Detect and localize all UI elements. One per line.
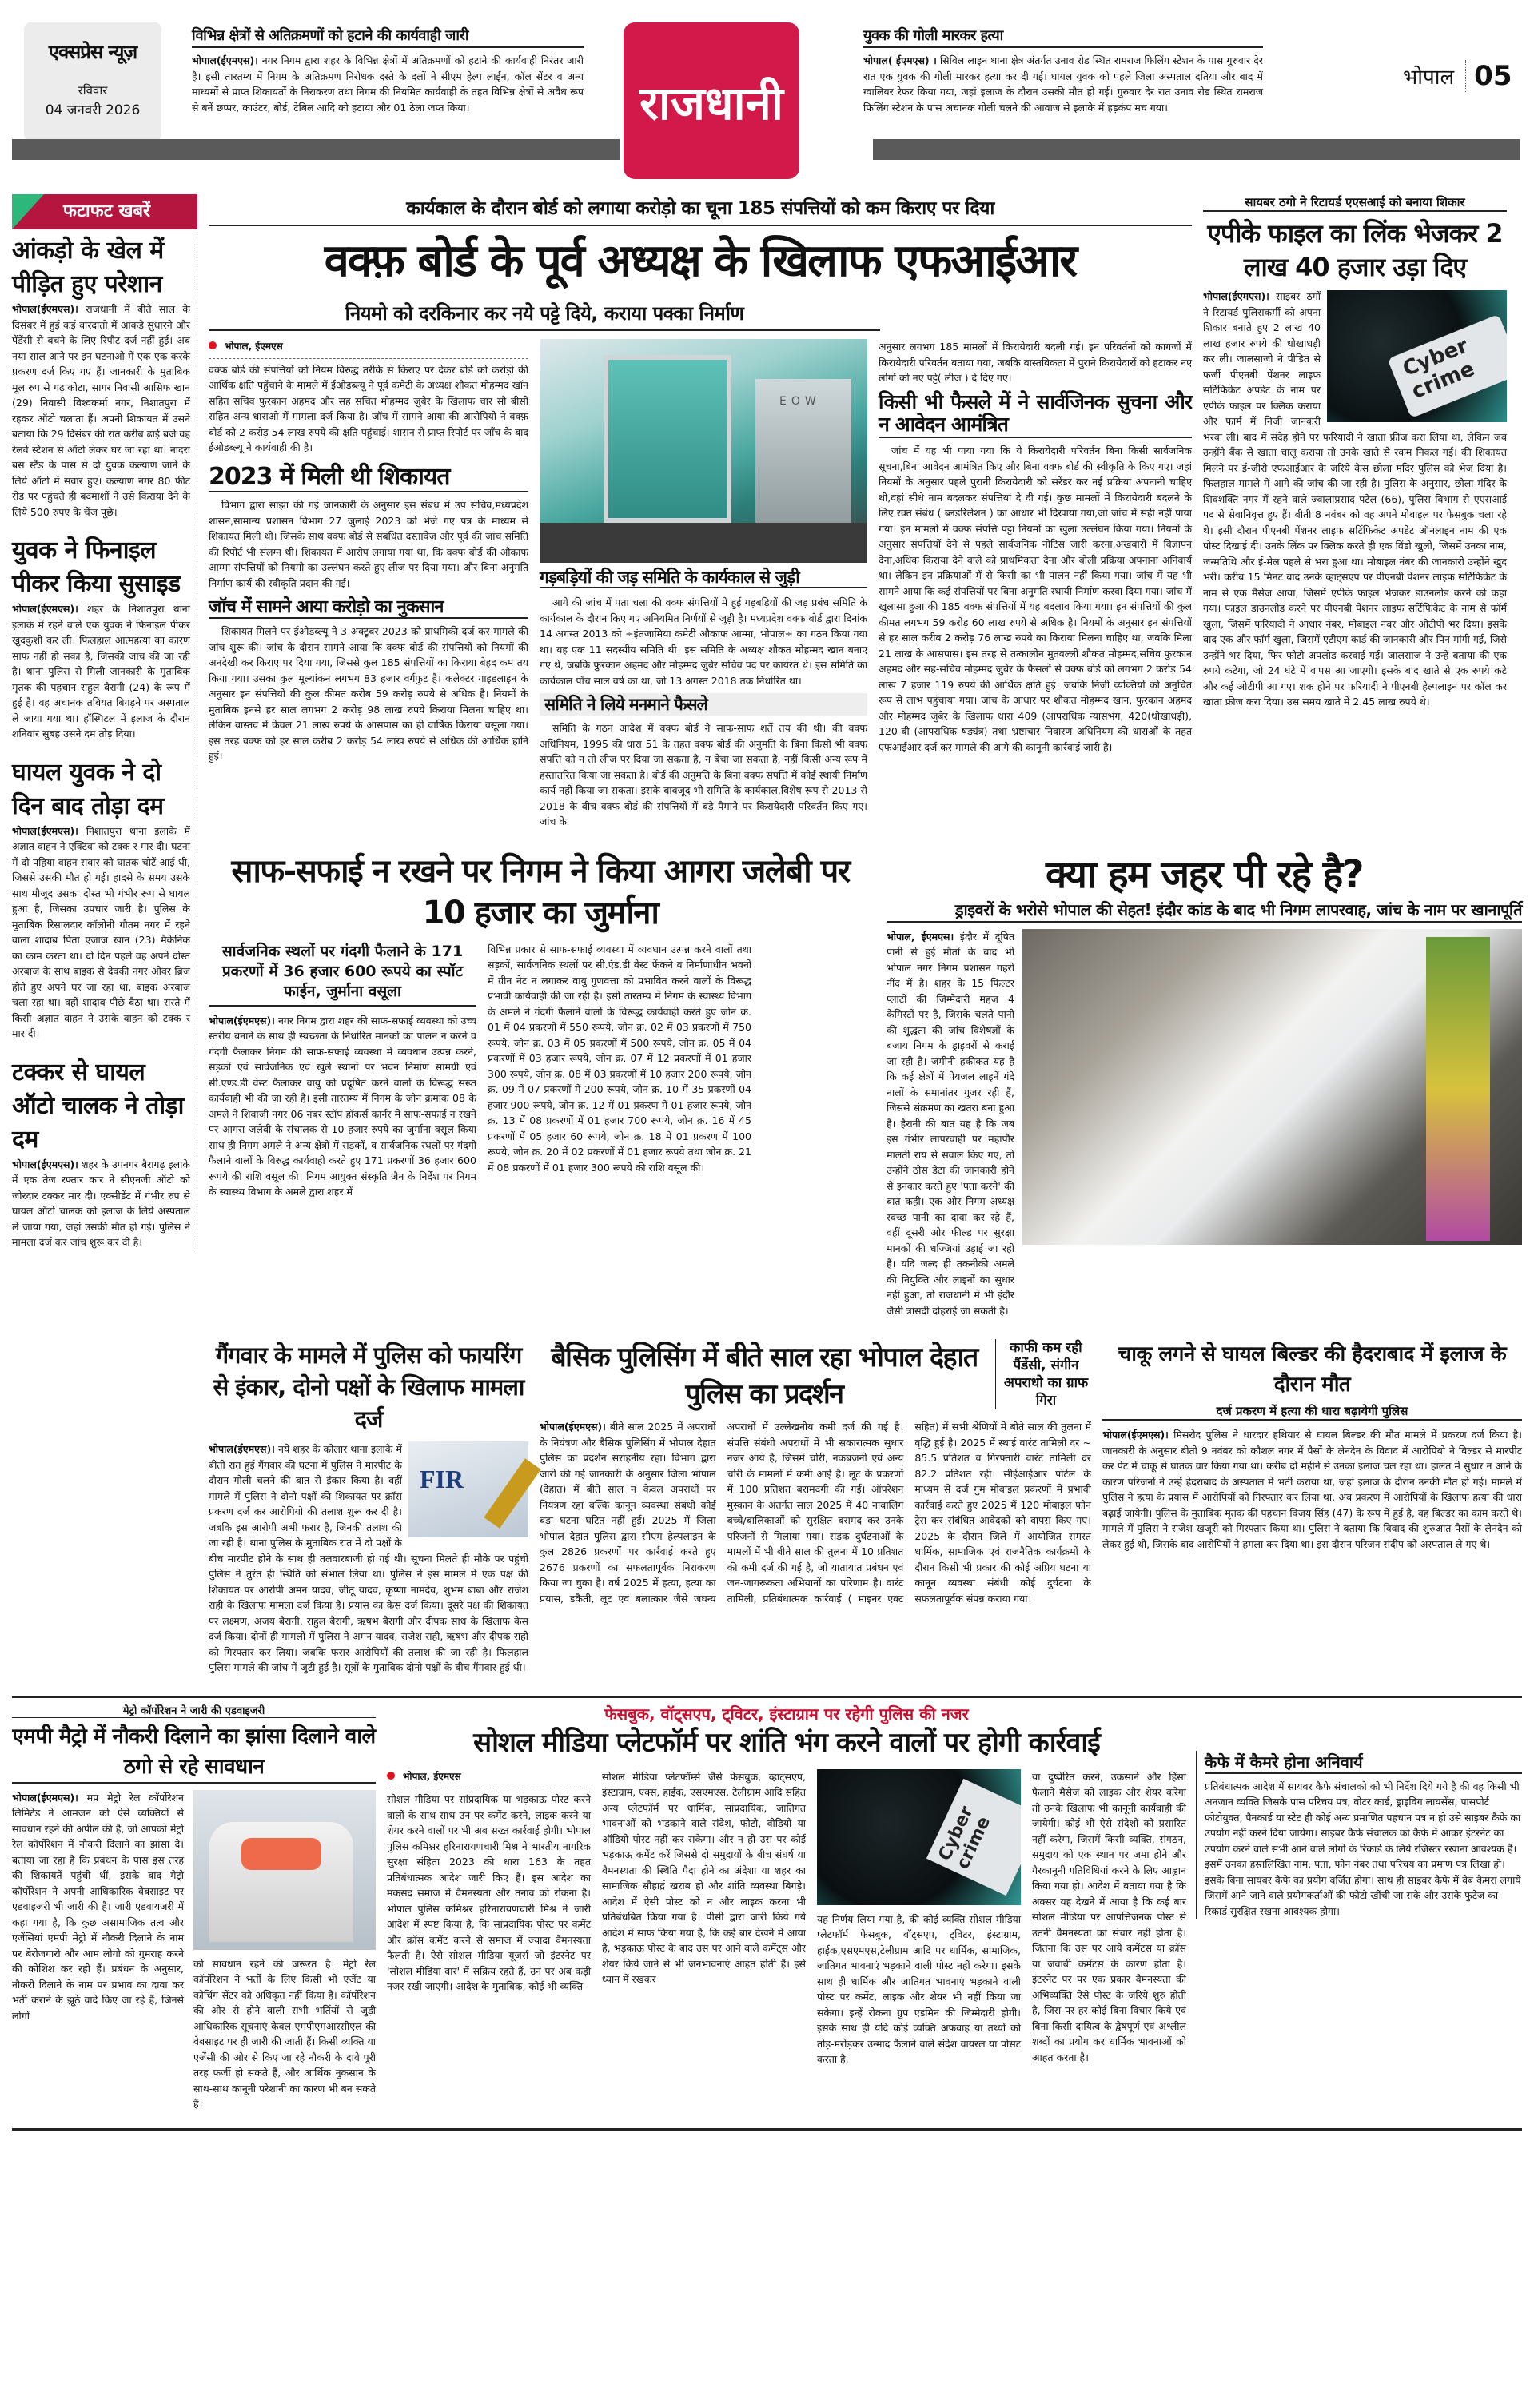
cafe-headline: कैफे में कैमरे होना अनिवार्य <box>1205 1751 1522 1774</box>
dateline: भोपाल(ईएमएस)। <box>12 1791 78 1804</box>
brief-encroachment <box>192 26 584 115</box>
gangwar-body: नये शहर के कोलार थाना इलाके में बीती रात हुई गैंगवार की घटना में पुलिस ने मारपीट के दौरान गोली चलने की बात से इंकार किया है। वहीं मामले में पुलिस ने दोनो पक्षों की शिकायत पर क्रॉस प्रकरण दर्ज कर आरोपियो की तलाश शुरू कर दी है। जबकि इस आरोपी अभी फरार है, जिनकी तलाश की जा रही है। थाना पुलिस के मुताबिक रात में दो पक्षों के बीच मारपीट होने के साथ ही तलवारबाजी हो गई थी। सूचना मिलते ही मौके पर पहुंची पुलिस ने तुरंत ही स्थिति को संभाल लिया था। पुलिस ने इस मामले में एक पक्ष की शिकायत पर आरोपी अमन यादव, जीतू यादव, कृष्णा नामदेव, शुभम बाबा और राजेश राही के खिलाफ मामला दर्ज किया है। प्रयास का केस दर्ज किया। दूसरे पक्ष की शिकायत पर लक्ष्मण, अजय बैरागी, राहुल बैरागी, ऋषभ बैरागी और दीपक साध के खिलाफ केस दर्ज किया। दोनों ही मामलों में पुलिस ने अमन यादव, राजेश राही, ऋषभ और दीपक राही को गिरफ्तार कर लिया। जबकि फरार आरोपियों की तलाश की जा रही है। फिलहाल पुलिस मामले की जांच में जुटी हुई है। सूत्रों के मुताबिक दोनो पक्षों के बीच गैंगवार हुई थी। <box>209 1443 528 1674</box>
cyber-body: बाद में संदेह होने पर फरियादी ने खाता फ्रीज करा लिया था, लेकिन जब उन्होंने बैंक से खाता चालू कराया तो उनके खाते से रकम निकल गई। की शिकायत मिलने पर ई-जीरो एफआईआर के जरिये केस छोला मंदिर पुलिस को भेज दिया है। फिलहाल मामले में आगे की जांच की जा रही है। पुलिस के अनुसार, छोला मंदिर के शिवशक्ति नगर में रहने वाले ज्वालाप्रसाद पटेल (66), पुलिस विभाग से एएसआई पद से सेवानिवृत्त हुए हैं। बीती 8 नवंबर को वह अपने मोबाइल पर फेसबुक चला रहे थे। इसी दौरान पीएनबी पेंशनर लाइफ सर्टिफिकेट अपडेट ऑनलाइन नाम की एक पोस्ट दिखाई दी। उनके लिंक पर क्लिक करते ही एक विंडो खुली, जिसमें उनका नाम, जन्मतिथि और ई-मेल पहले से भरा हुआ था। मोबाइल नंबर की जानकारी उन्होंने खुद भरी। करीब 15 मिनट बाद उनके व्हाट्सएप पर पीएनबी पेंशनर लाइफ सर्टिफिकेट के नाम से एक मैसेज आया, जिसमें एपीके फाइल भेजकर डाउनलोड करने को कहा गया। फाइल डाउनलोड करने पर पीएनबी पेंशनर लाइफ सर्टिफिकेट के नाम से फॉर्म खुला, जिसमें फरियादी ने आधार नंबर, मोबाइल नंबर और ओटीपी भर दिया। इसके बाद एक और फॉर्म खुला, जिसमें एटीएम कार्ड की जानकारी और पिन मांगी गई, जिसे उन्होंने भर दिया, फिर फोटो अपलोड करवाई गई। जालसाज ने उन्हें बताया की एक रुपये कटेगा, जो 24 घंटे में वापस आ जाएगी। इसके बाद खाते से एक रुपये कटे और कई ओटीपी आ गए। शक होने पर फरियादी ने पीएनबी हेल्पलाइन पर कॉल कर खाता फ्रीज करा दिया। उस समय खाते में 2.45 लाख रुपये थे। <box>1203 430 1507 708</box>
fatafat-body: निशातपुरा थाना इलाके में अज्ञात वाहन ने एक्टिवा को टक्क र मार दी। घटना में दो पहिया वाहन सवार को घातक चोटें आई थी, जिससे उसकी मौत हो गई। हादसे के समय उसके साथ मौजूद उसका दोस्त भी गंभीर रूप से घायल हुआ है, जिसका उपचार जारी है। पुलिस के मुताबिक रिसालदार कॉलोनी गौतम नगर में रहने वाला शादाब पिता एजाज खान (23) मैकेनिक का काम करता था। दो दिन पहले वह अपने दोस्त अरबाज के साथ बाइक से देवकी नगर ओवर ब्रिज होते हुए अपने घर जा रहा था, बाइक अरबाज चला रहा था। वहीं शादाब पीछे बैठा था। रास्ते में किसी अज्ञात वाहन ने उसके वाहन को टक्क र मार दी। <box>12 824 190 1039</box>
kicker-rule <box>209 225 1192 226</box>
metro-body: को सावधान रहने की जरूरत है। मेट्रो रेल कॉर्पोरेशन ने भर्ती के लिए किसी भी एजेंट या कोचिंग सेंटर को अधिकृत नहीं किया है। कॉर्पोरेशन की ओर से होने वाली सभी भर्तियों से जुड़ी आधिकारिक सूचनाएं केवल एमपीएमआरसीएल की वेबसाइट पर ही जारी की जाती हैं। किसी व्यक्ति या एजेंसी की ओर से किए जा रहे नौकरी के दावे पूरी तरह फर्जी हो सकते हैं, और आर्थिक नुकसान के साथ-साथ कानूनी परेशानी का कारण भी बन सकते हैं। <box>193 1957 376 2111</box>
subhead: जॉच में सामने आया करोड़ो का नुकसान <box>209 597 528 619</box>
lead-body: अनुसार लगभग 185 मामलों में किरायेदारी बदली गई। इन परिवर्तनों को कागजों में किरायेदारी परिवर्तन बताया गया, जबकि वास्तविकता में पुराने किरायेदारों को हटाकर नए लोगों को नए पट्टे( लीज ) दे दिए गए। <box>879 341 1192 384</box>
builder-deck: दर्ज प्रकरण में हत्या की धारा बढ़ायेगी पुलिस <box>1102 1403 1522 1421</box>
dateline: भोपाल(ईएमएस)। <box>12 603 78 615</box>
social-body: सोशल मीडिया पर सांप्रदायिक या भड़काऊ पोस्ट करने वालों के साथ-साथ उन पर कमेंट करने, लाइक करने या शेयर करने वालों पर भी अब सख्त कार्रवाई होगी। भोपाल पुलिस कमिश्नर हरिनारायणचारी मिश्र ने भारतीय नागरिक सुरक्षा संहिता 2023 की धारा 163 के तहत प्रतिबंधात्मक आदेश जारी किए हैं। इस आदेश का मकसद समाज में वैमनस्यता और तनाव को रोकना है। भोपाल पुलिस कमिश्नर हरिनारायणचारी मिश्र ने जारी आदेश में स्पष्ट किया है, कि सांप्रदायिक पोस्ट पर कमेंट और क्रॉस कमेंट करने से समाज में ज्यादा वैमनस्यता फैलती है। ऐसे सोशल मीडिया यूजर्स जो इंटरनेट पर 'सोशल मीडिया वार' में सक्रिय रहते हैं, उन पर अब कड़ी नजर रखी जाएगी। आदेश के मुताबिक, कोई भी व्यक्ति <box>387 1793 591 1993</box>
subhead: समिति ने लिये मनमाने फैसले <box>540 693 867 716</box>
policing-columns <box>540 1419 1091 1606</box>
policing-body: बीते साल 2025 में अपराधों के नियंत्रण और बैसिक पुलिसिंग में भोपाल देहात पुलिस का प्रदर्शन सराहनीय रहा। विभाग द्वारा जारी की गई जानकारी के अनुसार जिला भोपाल (देहात) में बीते साल न केवल अपराधों पर नियंत्रण रहा बल्कि कानून व्यवस्था संबंधी कोई बड़ा घटना घटित नहीं हुई। 2025 में जिला भोपाल देहात पुलिस द्वारा सीएम हेल्पलाइन के कुल 2826 प्रकरणों पर कार्रवाई करते हुए 2676 प्रकरणों का सफलतापूर्वक निराकरण किया जा चुका है। वर्ष 2025 में हत्या, हत्या का प्रयास, डकैती, लूट एवं बलात्कार जैसे जघन्य अपराधों में उल्लेखनीय कमी दर्ज की गई है। संपत्ति संबंधी अपराधों में भी सकारात्मक सुधार नजर आये है, जिसमें चोरी, नकबजनी एवं अन्य चोरी के मामलों में कमी आई है। लूट के प्रकरणों में 100 प्रतिशत बरामदगी की गई। ऑपरेशन मुस्कान के अंतर्गत साल 2025 में 40 नाबालिग बच्चे/बालिकाओं को सुरक्षित बरामद कर उनके परिजनों से मिलाया गया। सड़क दुर्घटनाओं के मामलों में भी बीते साल की तुलना में 10 प्रतिशत की कमी दर्ज की गई है, जो यातायात प्रबंधन एवं जन-जागरूकता अभियानों का परिणाम है। वारंट तामिली, प्रतिबंधात्मक कार्रवाई ( माइनर एक्ट सहित) में सभी श्रेणियों में बीते साल की तुलना में वृद्धि हुई है। 2025 में स्थाई वारंट तामिली दर ~ 85.5 प्रतिशत व गिरफ्तारी वारंट तामिली दर 82.2 प्रतिशत रही। सीईआईआर पोर्टल के माध्यम से दर्ज गुम मोबाइल प्रकरणों में प्रभावी कार्रवाई करते हुए 2025 में 120 मोबाइल फोन ट्रेस कर संबंधित आवेदकों को वापस किए गए। 2025 के दौरान जिले में आयोजित समस्त धार्मिक, सामाजिक एवं राजनैतिक कार्यक्रमों के दौरान किसी भी प्रकार की कोई अप्रिय घटना या कानून व्यवस्था संबंधी कोई दुर्घटना के सफलतापूर्वक संपन्न कराया गया। <box>540 1421 1091 1605</box>
social-column-2 <box>602 1769 806 1987</box>
page-marker <box>1403 60 1512 92</box>
fir-label: FIR <box>420 1465 464 1494</box>
fatafat-item <box>12 234 190 520</box>
fine-deck: सार्वजनिक स्थलों पर गंदगी फैलाने के 171 प्रकरणों में 36 हजार 600 रूपये का स्पॉट फाईन, जुर्माना वसूला <box>209 942 476 1007</box>
paper-date: 04 जनवरी 2026 <box>45 102 141 118</box>
policing-story <box>540 1339 1091 1606</box>
lead-column-3 <box>879 339 1192 755</box>
page-number: 05 <box>1465 60 1512 92</box>
cyber-headline: एपीके फाइल का लिंक भेजकर 2 लाख 40 हजार उड़ा दिए <box>1207 218 1503 282</box>
mid-band <box>209 851 1522 1319</box>
section-rule <box>12 1696 1522 1698</box>
lead-body: समिति के गठन आदेश में वक्फ बोर्ड ने साफ-साफ शर्ते तय की थी। की वक्फ अधिनियम, 1995 की धारा 51 के तहत वक्फ बोर्ड की अनुमति के बिना किसी भी वक्फ संपत्ति को न तो लीज पर दिया जा सकता है, न बेचा जा सकता है, नहीं किसी अन्य रूप में हस्तांतरित किया जा सकता है। बोर्ड की अनुमति के बिना वक्फ संपत्ति में कोई स्थायी निर्माण कार्य नहीं किया जा सकता। इसके बावजूद भी समिति के कार्यकाल,विशेष रूप से 2013 से 2018 के बीच वक्फ बोर्ड की संपत्तियों में बड़े पैमाने पर किरायेदारी परिवर्तन किए गए। जांच के <box>540 722 867 828</box>
dirty-water-photo <box>1022 929 1522 1245</box>
social-headline: सोशल मीडिया प्लेटफॉर्म पर शांति भंग करने वालों पर होगी कार्रवाई <box>473 1726 1100 1759</box>
fine-column-2 <box>488 942 751 1176</box>
pen-icon <box>484 1459 540 1529</box>
builder-column <box>1102 1427 1522 1552</box>
builder-body: मिसरोद पुलिस ने धारदार हथियार से घायल बिल्डर की मौत मामले में प्रकरण दर्ज किया है। जानकारी के अनुसार बीती 9 नवंबर को कौशल नगर में पैसों के लेनदेन के विवाद में आरोपियो ने बिल्डर से मारपीट कर पेट में चाकू से घातक वार किया गया था। करीब दो महीने से उनका इलाज चल रहा था। हालत में सुधार न आने के कारण परिजनों ने उन्हें हेदराबाद के अस्पताल में भर्ती कराया था, जहां इलाज के दौरान उनकी मौत हो गई। मामले में पुलिस ने हत्या के प्रयास में आरोपियों को गिरफ्तार कर लिया था, अब प्रकरण में आरोपियों के खिलाफ हत्या की धारा बढ़ाई जायेगी। पुलिस के मुताबिक मृतक की पहचान विजय सिंह (47) के रूप में हुई है, वह बिल्डर का काम करते थे। मामले में पुलिस ने राजेश खजूरी को गिरफ्तार किया था। पुलिस ने बताया कि विवाद की शुरुआत पैसों के लेनदेन को लेकर हुई थी, जिसके बाद आरोपियों ने हमला कर दिया था। इस दौरान परिजन संदीप को अस्पताल ले गए थे। <box>1102 1429 1522 1550</box>
lead-kicker-wrap <box>209 194 1192 226</box>
fine-columns <box>209 942 872 1200</box>
section-badge: राजधानी <box>624 22 799 179</box>
lead-body: शिकायत मिलने पर ईओडब्ल्यू ने 3 अक्टूबर 2023 को प्राथमिकी दर्ज कर मामले की जांच शुरू की। जांच के दौरान सामने आया कि वक्फ बोर्ड की संपत्तियों को नियमों की अनदेखी कर किराए पर दिया गया, जिससे कुल 185 संपत्तियों का किराया बेहद कम तय किया गया। उसका कुल मूल्यांकन लगभग 83 हजार वर्गफुट है। कलेक्टर गाइडलाइन के अनुसार इन संपत्तियों की कुल कीमत करीब 59 करोड़ रुपये से अधिक है। नियमों के मुताबिक इनसे हर साल लगभग 2 करोड़ 98 लाख रुपये किराया मिलना चाहिए था। लेकिन वास्तव में केवल 21 लाख रुपये के आसपास का ही वार्षिक किराया वसूला गया। इस तरह वक्फ को हर साल करीब 2 करोड़ 54 लाख रुपये से अधिक की आर्थिक हानि हुई। <box>209 625 528 763</box>
lead-columns <box>209 339 1192 830</box>
dateline: भोपाल(ईएमएस)। <box>209 1014 275 1027</box>
social-body: या दुष्प्रेरित करने, उकसाने और हिंसा फैलाने मैसेज को लाइक और शेयर करेगा तो उनके खिलाफ भी कानूनी कार्यवाही की जायेगी। कोई भी ऐसे संदेशों को प्रसारित नहीं करेगा, जिसमें किसी व्यक्ति, संगठन, समुदाय को एक स्थान पर जमा होने और गैरकानूनी गतिविधियां करने के लिए आह्वान किया गया हो। आदेश में बताया गया है कि अक्सर यह देखने में आया है कि कई बार सोशल मीडिया पर आपत्तिजनक पोस्ट से उतनी वैमनस्यता का संचार नहीं होता है। जितना कि उस पर आये कमेंटस या क्रॉस या जवाबी कमेंटस के कारण होता है। इंटरनेट पर पर एक प्रकार वैमनस्यता की अभिव्यक्ति ऐसे पोस्ट के जरिये शुरु होती है, जिस पर हर कोई बिना विचार किये एवं बिना किसी दायित्व के द्वेषपूर्ण एवं अश्लील शब्दों का प्रयोग कर धार्मिक भावनाओं को आहत करता है। <box>1032 1770 1186 2063</box>
fine-story <box>209 851 872 1200</box>
gangwar-headline: गैंगवार के मामले में पुलिस को फायरिंग से इंकार, दोनो पक्षों के खिलाफ मामला दर्ज <box>213 1342 524 1433</box>
metro-headline: एमपी मैट्रो में नौकरी दिलाने का झांसा दिलाने वाले ठगो से रहे सावधान <box>12 1721 376 1784</box>
cyber-key: Cyber crime <box>926 1779 1021 1896</box>
social-column-3 <box>817 1912 1021 2067</box>
page-city: भोपाल <box>1403 66 1455 90</box>
cyber-story <box>1203 194 1507 710</box>
bullet-icon <box>209 341 217 349</box>
fatafat-headline: घायल युवक ने दो दिन बाद तोड़ा दम <box>12 758 164 820</box>
lead-body: विभाग द्वारा साझा की गई जानकारी के अनुसार इस संबध में उप सचिव,मध्यप्रदेश शासन,सामान्य प्रशासन विभाग 27 जुलाई 2023 को भेजे गए पत्र के माध्यम से शिकायत मिली थी। जिसके साथ वक्फ बोर्ड से संबंधित दस्तावेज़ और पूर्व की जांच समिति की रिपोर्ट भी संलग्न थी। शिकायत में आरोप लगाया गया था, कि वक्फ बोर्ड की औकाफ आम्मा संपत्तियों को नियमो का उल्लंघन करते हुए लीज पर दिया गया। और बिना अनुमति निर्माण कार्य की स्वीकृति प्रदान की गई। <box>209 499 528 589</box>
fine-headline: साफ-सफाई न रखने पर निगम ने किया आगरा जलेबी पर 10 हजार का जुर्माना <box>231 852 850 931</box>
fatafat-body: शहर के उपनगर बैरागढ़ इलाके में एक तेज रफ्तार कार ने सीएनजी ऑटो को जोरदार टक्कर मार दी। एक्सीडेंट में गंभीर रुप से घायल ऑटो चालक को इलाज के लिये अस्पताल ले जाया गया, जहां उसकी मौत हो गई। पुलिस ने मामला दर्ज कर जांच शुरू कर दी है। <box>12 1158 190 1248</box>
metro-column-2 <box>193 1956 376 2112</box>
masthead-box <box>24 22 161 141</box>
body-layout <box>12 194 1522 1676</box>
dateline: भोपाल(ईएमएस)। <box>1102 1429 1169 1441</box>
dateline: भोपाल(ईएमएस)। <box>192 54 258 66</box>
cyber-body: साइबर ठगों ने रिटायर्ड पुलिसकर्मी को अपना शिकार बनाते हुए 2 लाख 40 लाख हजार रुपये की धोखाधड़ी कर ली। जालसाजो ने पीड़ित से फर्जी पीएनबी पेंशनर लाइफ सर्टिफिकेट अपडेट के नाम पर एपीके फाइल पर क्लिक कराया और फार्म में निजी जानकरी भरवा ली। <box>1203 290 1321 443</box>
dateline: भोपाल(ईएमएस)। <box>12 303 78 315</box>
dateline: भोपाल(ईएमएस)। <box>12 824 78 837</box>
social-column-4 <box>1032 1769 1186 2066</box>
social-kicker: फेसबुक, वॉट्सएप, ट्विटर, इंस्टाग्राम पर रहेगी पुलिस की नजर <box>604 1704 969 1724</box>
photo-caption: गड़बड़ियों की जड़ समिति के कार्यकाल से जुड़ी <box>540 568 867 588</box>
bottom-band <box>12 1703 1522 2112</box>
lead-body: आगे की जांच में पता चला की वक्फ संपत्तियों में हुई गड़बड़ियों की जड़ प्रबंध समिति के कार्यकाल के दौरान किए गए अनियमित निर्णयों से जुड़ी है। मध्यप्रदेश वक्फ बोर्ड द्वारा दिनांक 14 अगस्त 2013 को ÷इंतजामिया कमेटी औकाफ आम्मा, भोपाल÷ का गठन किया गया था। यह एक 11 सदस्यीय समिति थी। इस समिति के अध्यक्ष शौकत मोहम्मद खान बनाए गए थे, जबकि फुरकान अहमद और मोहम्मद जुबेर सचिव पद पर कार्यरत थे। इस समिति का कार्यकाल पाँच साल वर्ष का था, जो 13 अगस्त 2018 तक निर्धारित था। <box>540 596 867 687</box>
builder-headline: चाकू लगने से घायल बिल्डर की हैदराबाद में इलाज के दौरान मौत <box>1118 1342 1507 1397</box>
lead-intro: वक्फ़ बोर्ड की संपत्तियों को नियम विरुद्ध तरीके से किराए पर देकर बोर्ड को करोड़ो की आर्थिक क्षति पहुँचाने के मामले में ईओडब्ल्यू ने पूर्व कमेटी के अध्यक्ष शौकत मोहम्मद खॉन सहित सचिव फुरकान अहमद और सह सचित मोहम्मद जुबेर के खिलाफ चार सौ बीसी सहित अन्य धाराओ में मामला दर्ज किया है। जॉच में सामने आया की आरोपियो ने वक्फ़ बोर्ड को 2 करोड़ 54 लाख रुपये की क्षति पहुंचाई। शासन से प्राप्त रिपोर्ट पर जाँच के बाद ईओडब्ल्यू ने कार्यवाही की है। <box>209 363 528 453</box>
dateline: भोपाल, ईएमएस। <box>887 930 954 943</box>
cafe-body: प्रतिबंधात्मक आदेश में सायबर कैफे संचालको को भी निर्देश दिये गये है की वह किसी भी अनजान व्यक्ति जिसके पास परिचय पत्र, वोटर कार्ड, ड्राइविंग लायसेंस, पासपोर्ट फोटोयुक्त, पैनकार्ड या स्टेट ही कोई अन्य प्रमाणित पहचान पत्र न हो उसे साइबर कैफे का उपयोग नहीं करने दिया जायेगा। साइबर कैफे संचालक को कैफे में आकर इंटरनेट का उपयोग करने वाले सभी आने वाले लोगो के रिकार्ड के लिये रजिस्टर रखाना आवश्यक है। इसमें उनका हस्तलिखित नाम, पता, फोन नंबर तथा परिचय का प्रमाण पत्र लिखा हो। इसके बिना सायबर कैफे का प्रयोग वर्जित होगा। साथ ही साइबर कैफे में वेब कैमरा लगाये जिसमें आने-जाने वाले प्रयोगकर्ताओं की फोटो खींची जा सके और उसके फुटेज का रिकार्ड सुरक्षित रखना आवश्यक होगा। <box>1205 1780 1521 1917</box>
eow-building-photo <box>540 339 867 563</box>
bullet-icon <box>387 1772 395 1780</box>
lead-deck: नियमो को दरकिनार कर नये पट्टे दिये, कराया पक्का निर्माण <box>209 300 880 331</box>
lead-column-1 <box>209 339 528 764</box>
cafe-story <box>1196 1751 1522 1920</box>
water-columns <box>887 929 1522 1319</box>
dateline: भोपाल(ईएमएस)। <box>1203 290 1269 302</box>
fine-body: नगर निगम द्वारा शहर की साफ-सफाई व्यवस्था को उच्च स्तरीय बनाने के साथ ही स्वच्छता के निर्धारित मानकों का पालन न करने व गंदगी फैलाकर निगम की साफ-सफाई व्यवस्था में व्यवधान उत्पन्न करने, सड़कों एवं सार्वजनिक एवं खुले स्थानों पर भवन निर्माण सामग्री एवं सी.एण्ड.डी वेस्ट फैलाकर वायु को प्रदूषित करने वालों के विरूद्ध सख्त कार्यवाही भी की जा रही है। इसी तारतम्य में निगम के जोन क्रमांक 08 के अमले ने शिवाजी नगर 06 नंबर स्टॉप हॉकर्स कार्नर में साफ-सफाई न रखने पर आगरा जलेबी के संचालक से 10 हजार रुपये का जुर्माना वसूल किया साथ ही निगम अमले ने अन्य क्षेत्रों में सड़कों, व सार्वजनिक स्थलों पर गंदगी फैलाने वालों के विरुद्ध कार्यवाही करते हुए 171 प्रकरणों 36 हजार 600 रूपये की राशि वसूल की। निगम आयुक्त संस्कृति जैन के निर्देश पर निगम के स्वास्थ्य विभाग के अमले द्वारा शहर में <box>209 1014 476 1198</box>
fine-column-1 <box>209 1013 476 1200</box>
metro-kicker: मेट्रो कॉर्पोरेशन ने जारी की एडवाइजरी <box>12 1703 376 1718</box>
water-column <box>887 929 1014 1319</box>
brief-body: नगर निगम द्वारा शहर के विभिन्न क्षेत्रों में अतिक्रमणों को हटाने की कार्यवाही निरंतर जारी है। इसी तारतम्य में निगम के अतिक्रमण निरोधक दस्ते के दलों ने सीएम हेल्प लाईन, कॉल सेंटर व अन्य माध्यमों से प्राप्त शिकायतों के निराकरण तथा निगम की नियमित कार्यवाही के तहत विभिन्न क्षेत्रों से अवैध रूप से बनें छप्पर, काउंटर, बोर्ड, टेबिल आदि को हटाया और 01 ठेला जप्त किया। <box>192 54 584 114</box>
social-cyber-photo <box>817 1769 1021 1905</box>
gangwar-column <box>209 1441 528 1676</box>
water-body: इंदौर में दूषित पानी से हुई मौतों के बाद भी भोपाल नगर निगम प्रशासन गहरी नींद में है। शहर के 15 फिल्टर प्लांटों की जिम्मेदारी महज 4 केमिस्टों पर है, जिसके चलते पानी की शुद्धता की जांच विशेषज्ञों के बजाय निगम के ड्राइवरों से कराई जा रही है। जमीनी हकीकत यह है कि कई क्षेत्रों में पेयजल लाइनें गंदे नालों के समानांतर गुजर रही हैं, जिससे संक्रमण का खतरा बना हुआ है। हैरानी की बात यह है कि जब इस गंभीर लापरवाही पर महापौर मालती राय से सवाल किए गए, तो उन्होंने ठोस डेटा की जानकारी होने से इनकार करते हुए 'पता करने' की बात कही। एक ओर निगम अध्यक्ष स्वच्छ पानी का दावा कर रहे हैं, वहीं दूसरी ओर फील्ड पर सुरक्षा मानकों की धज्जियां उड़ाई जा रही हैं। यदि जल्द ही तकनीकी अमले की नियुक्ति और लाइनों का सुधार नहीं हुआ, तो राजधानी में भी इंदौर जैसी त्रासदी दोहराई जा सकती है। <box>887 930 1014 1317</box>
lead-headline: वक्फ़ बोर्ड के पूर्व अध्यक्ष के खिलाफ एफआईआर <box>324 235 1077 287</box>
metro-body: मप्र मेट्रो रेल कॉर्पोरेशन लिमिटेड ने आमजन को ऐसे व्यक्तियों से सावधान रहने की अपील की है, जो आपको मेट्रो रेल कॉर्पोरेशन में नौकरी दिलाने का झांसा दे। बताया जा रहा है कि प्रबंधन के पास इस तरह की शिकायतें पहुंची थीं, इसके बाद मेट्रो कॉर्पोरेशन ने अपनी आधिकारिक वेबसाइट पर एडवाइजरी भी जारी की है। जारी एडवायजरी में कहा गया है, कि कुछ असामाजिक तत्व और एजेंसियां एमपी मेट्रो में नौकरी दिलाने के नाम पर बेरोजगारो और आम लोगो को गुमराह करने की कोशिश कर रही हैं। प्रबंधन के अनुसार, नौकरी दिलाने के नाम पर प्रभाव का दावा कर भर्ती कराने के झूठे वादे किए जा रहे हैं, जिनसे लोगों <box>12 1791 184 2022</box>
lead-body: जांच में यह भी पाया गया कि ये किरायेदारी परिवर्तन बिना किसी सार्वजनिक सूचना,बिना आवेदन आमंत्रित किए और बिना वक्फ बोर्ड की स्वीकृति के किए गए। जहां नियमों के अनुसार पहले पुरानी किरायेदारी को सरेंडर कर नई प्रक्रिया अपनानी चाहिए थी,वहां सीधे नाम बदलकर संपत्तियां दे दी गई। कुछ मामलों में किरायेदारी बदलने के लिए रक्त संबंध ( ब्लडरिलेशन ) का आधार भी दिखाया गया,जो जांच में सही नहीं पाया गया। इन मामलों में वक्फ संपत्ति पट्टा नियमों का खुला उल्लंघन किया गया। नियमों के अनुसार संपत्तियों देने से पहले सार्वजनिक नोटिस जारी करना,अखबारों में विज्ञापन देना,अधिक किराया देने वाले को प्राथमिकता देना और बोली प्रक्रिया अपनाना अनिवार्य था। लेकिन इन प्रक्रियाओं में से किसी का भी पालन नहीं किया गया। जांच में यह भी सामने आया कि कई संपत्तियों पर बिना अनुमति स्थायी निर्माण करवा दिया गया। जांच में खुलासा हुआ की 185 वक्फ संपत्तियों में यह बदलाव किया गया। इन संपत्तियों की कुल कीमत लगभग 59 करोड़ 60 लाख रुपये से अधिक है। नियमों के अनुसार इन संपत्तियों से हर साल करीब 2 करोड़ 76 लाख रुपये का किराया मिलना चाहिए था, जबकि मिला 21 लाख के आसपास। इस तरह से तत्कालीन मुतवल्ली शौकत मोहम्मद,सचिव फुरकान अहमद और सह-सचिव मोहम्मद जुबेर के फैसलों से वक्फ बोर्ड को लगभग 2 करोड़ 54 लाख 7 हजार 119 रुपये की आर्थिक क्षति हुई। जबकि निजी व्यक्तियों को अनुचित रूप से लाभ पहुंचाया गया। जांच के आधार पर शौकत मोहम्मद खान, फुरकान अहमद और मोहम्मद जुबेर के खिलाफ धारा 409 (आपराधिक न्यासभंग, 420(धोखाधड़ी), 120-बी (आपराधिक षड्यंत्र) तथा भ्रष्टाचार निवारण अधिनियम की धाराओं के तहत एफआईआर दर्ज कर मामले की आगे की कानूनी कार्रवाई जारी है। <box>879 445 1192 753</box>
dateline-text: भोपाल, ईएमएस <box>225 341 283 352</box>
fatafat-item <box>12 1056 190 1250</box>
paper-name: एक्सप्रेस न्यूज़ <box>48 41 137 63</box>
fatafat-headline: टक्कर से घायल ऑटो चालक ने तोड़ा दम <box>12 1058 184 1154</box>
brief-headline: विभिन्न क्षेत्रों से अतिक्रमणों को हटाने की कार्यवाही जारी <box>192 26 584 48</box>
lead-column-2 <box>540 595 867 830</box>
builder-story <box>1102 1339 1522 1552</box>
fatafat-tag-wrap <box>12 194 197 229</box>
lead-kicker: कार्यकाल के दौरान बोर्ड को लगाया करोड़ो का चूना 185 संपत्तियों को कम किराए पर दिया <box>406 198 994 219</box>
social-story <box>387 1703 1186 2067</box>
header-bar-left <box>12 139 620 160</box>
cyber-key: Cyber crime <box>1387 314 1507 418</box>
social-column-3-wrap <box>817 1769 1021 2067</box>
building-sign: EOW <box>779 395 821 408</box>
lead-story <box>209 194 1192 830</box>
water-headline: क्या हम जहर पी रहे है? <box>1045 851 1364 897</box>
brief-headline: युवक की गोली मारकर हत्या <box>863 26 1263 48</box>
gangwar-story <box>209 1339 528 1676</box>
metro-column-2-wrap <box>193 1790 376 2112</box>
social-columns <box>387 1769 1186 2067</box>
lead-dateline <box>209 339 528 359</box>
page-header <box>12 22 1522 194</box>
subhead: किसी भी फैसले में ने सार्वजिनक सुचना और न आवेदन आमंत्रित <box>879 391 1192 439</box>
fatafat-headline: युवक ने फिनाइल पीकर किया सुसाइड <box>12 536 181 598</box>
social-dateline <box>387 1769 591 1789</box>
paper-day: रविवार <box>78 83 108 98</box>
metro-train-photo <box>193 1790 376 1950</box>
dateline: भोपाल(ईएमएस)। <box>12 1158 78 1170</box>
cyber-crime-photo <box>1327 290 1507 422</box>
fatafat-body: राजधानी में बीते साल के दिसंबर में हुई कई वारदातो में आंकड़े सुधारने और पेंडेंसी से बचने के लिए रिपौट दर्ज नहीं हुई। अब नया साल आने पर इन घटनाओ में एक-एक करके प्रकरण दर्ज किए गए हैं। जानकारी के मुताबिक मूल रुप से गढ़ाकोटा, सागर निवासी आसिफ खान (29) निवासी विश्वकर्मा नगर, निशातपुरा में रहकर ऑटो चलाता हैं। अपनी शिकायत में उसने बताया कि 29 दिसंबर की रात करीब ढाई बजे वह रेलवे स्टेशन से ऑटो लेकर घर जा रहा था। नादरा बस स्टैंड के पास से दो युवक कल्याण जाने के लिये ऑटो में सवार हुए। कल्याण नगर 80 फीट रोड पर पहुंचते ही बदमाशों ने उसे किराया देने के लिये 500 रुपए के चेंज पूछे। <box>12 303 190 518</box>
header-bar-right <box>873 139 1520 160</box>
social-body: यह निर्णय लिया गया है, की कोई व्यक्ति सोशल मीडिया प्लेटफॉर्म फेसबुक, वॉट्सएप, ट्विटर, इंस्टाग्राम, हाईक,एसएमएस,टेलीग्राम आदि पर धार्मिक, सामाजिक, जातिगत भावनाएं भड़काने वाली पोस्ट नहीं करेगा। इसके साथ ही धार्मिक और जातिगत भावनाएं भड़काने वाली पोस्ट पर कमेंट, लाइक और शेयर भी नहीं किया जा सकेगा। इन्हें रोकना ग्रुप एडमिन की जिम्मेदारी होगी। इसके साथ ही यदि कोई व्यक्ति अफवाह या तथ्यों को तोड़-मरोड़कर उन्माद फैलाने वाले संदेश वायरल या पोसट करता है, <box>817 1912 1021 2066</box>
lead-band <box>209 194 1522 830</box>
fatafat-item <box>12 534 190 742</box>
building-facade <box>604 355 731 523</box>
garbage-heap <box>1426 937 1490 1241</box>
fir-photo <box>408 1441 528 1537</box>
fatafat-item <box>12 756 190 1042</box>
parking-area <box>540 523 867 563</box>
brief-body: सिविल लाइन थाना क्षेत्र अंतर्गत उनाव रोड स्थित रामराज फिलिंग स्टेशन के पास गुरुवार देर रात एक युवक की गोली मारकर हत्या कर दी गई। घायल युवक को पहले जिला अस्पताल दतिया और बाद में ग्वालियर रेफर किया गया, जहां इलाज के दौरान उसकी मौत हो गई। गुरुवार देर रात उनाव रोड स्थित रामराज फिलिंग स्टेशन के पास अचानक गोली चलने की आवाज से इलाके में हड़कंप मच गया। <box>863 54 1263 114</box>
dateline: भोपाल(ईएमएस)। <box>540 1421 606 1433</box>
train-front <box>241 1838 321 1870</box>
lower-band <box>209 1339 1522 1676</box>
dateline-text: भोपाल, ईएमएस <box>403 1770 461 1782</box>
fatafat-tag: फटाफट खबरें <box>12 194 197 229</box>
social-body: सोशल मीडिया प्लेटफॉर्म्स जैसे फेसबुक, व्हाट्सएप, इंस्टाग्राम, एक्स, हाईक, एसएमएस, टेलीग्राम आदि सहित अन्य प्लेटफॉर्म पर धार्मिक, सांप्रदायिक, जातिगत भावनाओं को भड़काने वाले संदेश, फोटो, वीडियो या ऑडियो पोस्ट नहीं कर सकेगा। और न ही उस पर कोई भड़काऊ कमेंट करें जिससे दो समुदायों के बीच संघर्ष या वैमनस्यता की स्थिति पैदा होने का अंदेशा या शहर का सामाजिक सौहार्द्र खराब हो और शांति व्यवस्था बिगड़े। आदेश में ऐसी पोस्ट को न और लाइक करना भी प्रतिबंधबित किया गया है। पीसी द्वारा जारी किये गये आदेश में साफ किया गया है, कि कई बार देखने में आया है, भड़काऊ पोस्ट के बाद उस पर आने वाले कमेंट्स और शेयर किये जाने से भी जनभावनाएं आहत होती हैं। इसे ध्यान में रखकर <box>602 1770 806 1986</box>
water-deck: ड्राइवरों के भरोसे भोपाल की सेहत! इंदौर कांड के बाद भी निगम लापरवाह, जांच के नाम पर खानापूर्ति <box>887 899 1522 923</box>
brief-murder <box>863 26 1263 115</box>
lead-column-2-wrap <box>540 339 867 830</box>
dateline: भोपाल(ईएमएस)। <box>209 1443 275 1456</box>
fatafat-body: शहर के निशातपुरा थाना इलाके में रहने वाले एक युवक ने फिनाइल पीकर खुदकुशी कर ली। फिलहाल आत्महत्या का कारण साफ नहीं हो सका है, जिसकी जांच की जा रही है। थाना पुलिस से मिली जानकारी के मुताबिक मृतक की पहचान राहुल बैरागी (24) के रूप में हुई है। वह अचानक तबियत बिगड़ने पर अस्पताल ले जाया गया था। हॉस्पिटल में इलाज के दौरान शनिवार सुबह उसने दम तोड़ दिया। <box>12 603 190 740</box>
social-column-1 <box>387 1769 591 1995</box>
subhead: 2023 में मिली थी शिकायत <box>209 464 528 493</box>
fatafat-tag-accent <box>12 194 44 229</box>
dateline: भोपाल( ईएमएस) । <box>863 54 937 66</box>
cyber-kicker: सायबर ठगो ने रिटायर्ड एएसआई को बनाया शिकार <box>1203 194 1507 212</box>
policing-side-note: काफी कम रही पैंडेंसी, संगीन अपराधो का ग्राफ गिरा <box>995 1339 1091 1409</box>
fine-body: विभिन्न प्रकार से साफ-सफाई व्यवस्था में व्यवधान उत्पन्न करने वालों तथा सड़कों, सार्वजनिक स्थलों पर सी.एंड.डी वेस्ट फेंकने व निर्माणाधीन भवनों में ग्रीन नेट न लगाकर वायु गुणवत्ता को प्रभावित करने वालों के विरूद्ध प्रभावी कार्यवाही की जा रही है। इसी तारतम्य में निगम के स्वास्थ्य विभाग के अमले ने गंदगी फैलाने वालों के विरूद्ध कार्यवाही करते हुए जोन क्र. 01 में 04 प्रकरणों में 550 रूपये, जोन क्र. 02 में 03 प्रकरणों में 750 रूपये, जोन क्र. 03 में 05 प्रकरणों में 500 रूपये, जोन क्र. 05 में 04 प्रकरणों में 03 हजार रूपये, जोन क्र. 07 में 12 प्रकरणों में 01 हजार 300 रूपये, जोन क्र. 08 में 03 प्रकरणों में 10 हजार 200 रूपये, जोन क्र. 09 में 07 प्रकरणों में 200 रूपये, जोन क्र. 10 में 35 प्रकरणों 04 हजार 900 रूपये, जोन क्र. 12 में 01 प्रकरण में 01 हजार रूपये, जोन क्र. 13 में 08 प्रकरणों में 01 हजार 700 रूपये, जोन क्र. 16 में 45 प्रकरणों में 05 हजार 60 रूपये, जोन क्र. 18 में 01 प्रकरण में 100 रूपये, जोन क्र. 20 में 02 प्रकरणों में 01 हजार रूपये तथा जोन क्र. 21 में 08 प्रकरणों में 01 हजार 300 रूपये की राशि वसूल की। <box>488 943 751 1174</box>
main-area <box>209 194 1522 1676</box>
cyber-column <box>1203 289 1507 710</box>
policing-headline: बैसिक पुलिसिंग में बीते साल रहा भोपाल देहात पुलिस का प्रदर्शन <box>551 1342 978 1411</box>
metro-columns <box>12 1790 376 2112</box>
fatafat-headline: आंकड़ो के खेल में पीड़ित हुए परेशान <box>12 237 164 298</box>
metro-story <box>12 1703 376 2112</box>
policing-head <box>540 1339 1091 1413</box>
fatafat-list <box>12 194 197 1250</box>
page-bottom-rule <box>12 2128 1522 2131</box>
metro-column-1 <box>12 1790 184 2024</box>
water-story <box>887 851 1522 1319</box>
fine-column-1-wrap <box>209 942 476 1200</box>
